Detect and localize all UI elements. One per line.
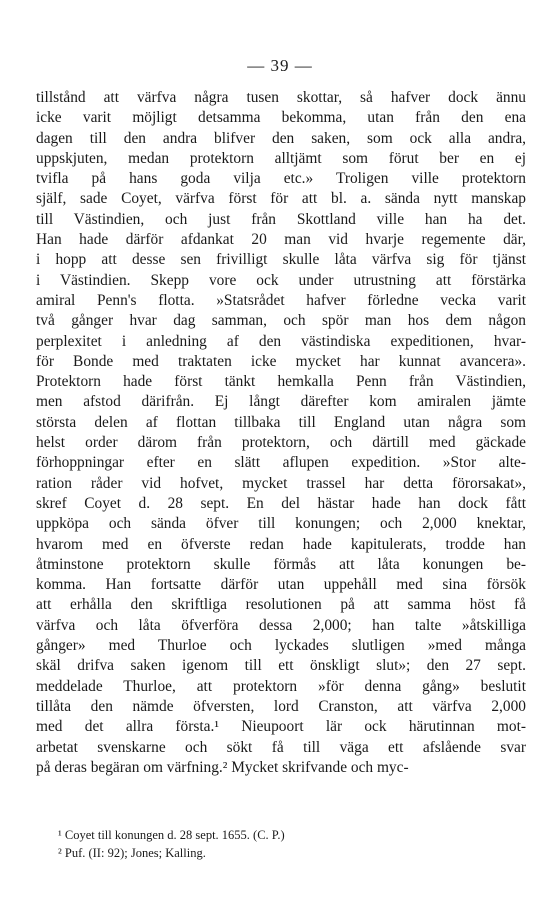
text-line: för Bonde med traktaten icke mycket har kunnat avancera».	[36, 352, 526, 370]
text-line: med det allra första.¹ Nieupoort lär ock härutinnan mot-	[36, 718, 526, 736]
text-line: ration råder vid hofvet, mycket trassel har detta förorsakat»,	[36, 474, 526, 492]
text-line: Protektorn hade först tänkt hemkalla Penn från Västindien,	[36, 373, 526, 391]
text-line: tvifla på hans goda vilja etc.» Troligen ville protektorn	[36, 170, 526, 188]
text-line: helst order därom från protektorn, och därtill med gäckade	[36, 434, 526, 452]
text-line: amiral Penn's flotta. »Statsrådet hafver förledne vecka varit	[36, 291, 526, 309]
body-text	[36, 88, 526, 778]
text-line: icke varit möjligt detsamma bekomma, utan från den ena	[36, 109, 526, 127]
text-line: perplexitet i anledning af den västindiska expeditionen, hvar-	[36, 332, 526, 350]
text-line: uppskjuten, medan protektorn alltjämt som förut ber en ej	[36, 149, 526, 167]
text-line: arbetat svenskarne och sökt få till väga ett afslående svar	[36, 738, 526, 756]
text-line: hvarom med en öfverste redan hade kapitulerats, trodde han	[36, 535, 526, 553]
footnotes	[58, 826, 518, 862]
text-line: i hopp att desse sen frivilligt skulle låta värfva sig för tjänst	[36, 251, 526, 269]
text-line: värfva och låta öfverföra dessa 2,000; han talte »åtskilliga	[36, 616, 526, 634]
text-line: på deras begäran om värfning.² Mycket skrifvande och myc-	[36, 758, 409, 776]
text-line: tillåta den nämde öfversten, lord Cranston, att värfva 2,000	[36, 697, 526, 715]
text-line: Han hade därför afdankat 20 man vid hvarje regemente där,	[36, 231, 526, 249]
text-line: till Västindien, och just från Skottland ville han ha det.	[36, 210, 526, 228]
text-line: gånger» med Thurloe och lyckades slutligen »med många	[36, 637, 526, 655]
text-line: tillstånd att värfva några tusen skottar, så hafver dock ännu	[36, 89, 526, 106]
text-line: skäl drifva saken igenom till ett önskligt slut»; den 27 sept.	[36, 657, 526, 675]
footnote: ¹ Coyet till konungen d. 28 sept. 1655. (C. P.)	[58, 828, 285, 842]
text-line: förhoppningar efter en slätt aflupen expedition. »Stor alte-	[36, 454, 526, 472]
text-line: dagen till den andra blifver den saken, som ock alla andra,	[36, 129, 526, 147]
text-line: två gånger hvar dag samman, och spör man hos dem någon	[36, 312, 526, 330]
text-line: åtminstone protektorn skulle förmås att låta konungen be-	[36, 555, 526, 573]
text-line: meddelade Thurloe, att protektorn »för denna gång» beslutit	[36, 677, 526, 695]
page-number: — 39 —	[247, 56, 313, 75]
text-line: men afstod därifrån. Ej långt därefter kom amiralen jämte	[36, 393, 526, 411]
text-line: att erhålla den skriftliga resolutionen på att samma höst få	[36, 596, 526, 614]
text-line: uppköpa och sända öfver till konungen; och 2,000 knektar,	[36, 515, 526, 533]
text-line: själf, sade Coyet, värfva först för att bl. a. sända nytt manskap	[36, 190, 526, 208]
text-line: komma. Han fortsatte därför utan uppehåll med sina försök	[36, 576, 526, 594]
text-line: största delen af flottan tillbaka till England utan några som	[36, 413, 526, 431]
text-line: i Västindien. Skepp vore ock under utrustning att förstärka	[36, 271, 526, 289]
text-line: skref Coyet d. 28 sept. En del hästar hade han dock fått	[36, 494, 526, 512]
footnote: ² Puf. (II: 92); Jones; Kalling.	[58, 846, 206, 860]
